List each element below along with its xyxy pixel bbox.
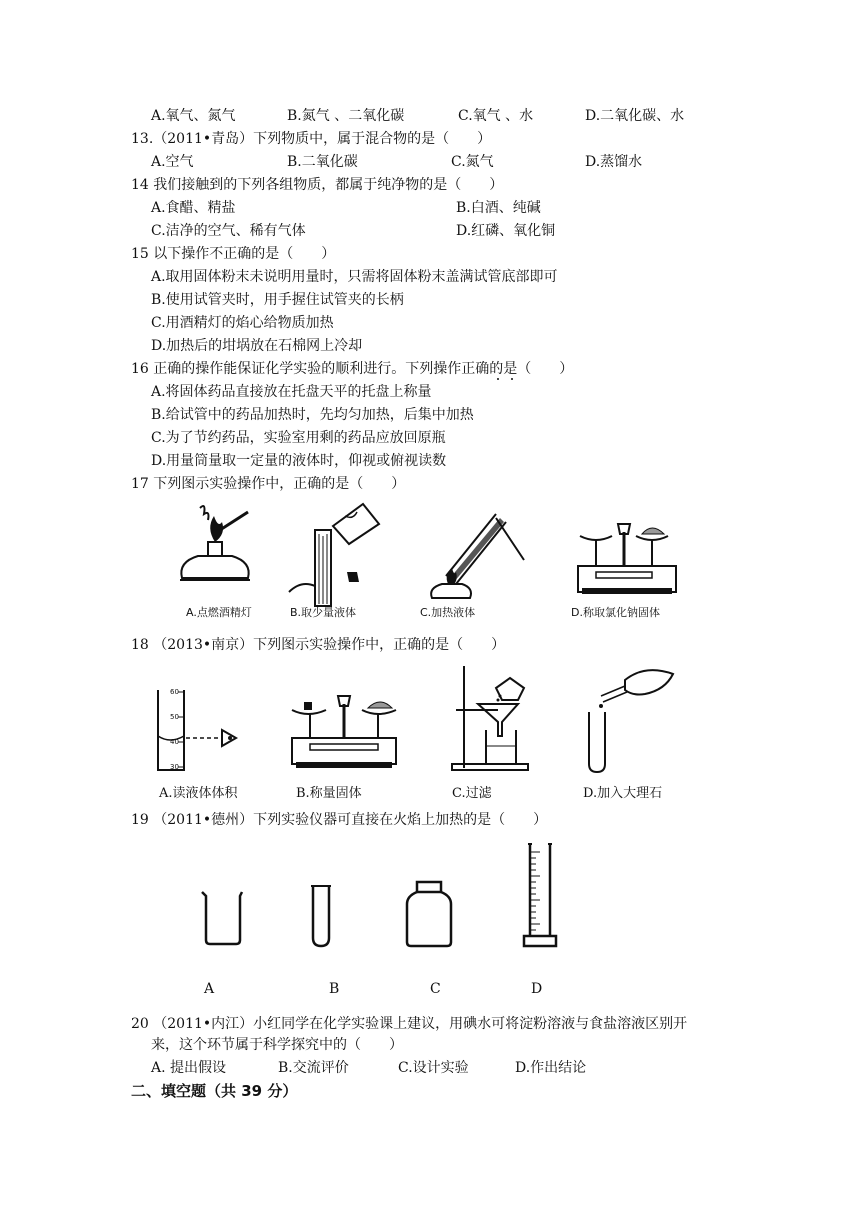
beaker-figure bbox=[200, 890, 244, 946]
q20-stem-line2: 来，这个环节属于科学探究中的（ ） bbox=[151, 1037, 403, 1053]
q20-stem-line1: 20 （2011•内江）小红同学在化学实验课上建议，用碘水可将淀粉溶液与食盐溶液区别开 bbox=[131, 1016, 688, 1032]
q17-caption-b: B.取少量液体 bbox=[290, 606, 357, 619]
measuring-cylinder-figure bbox=[522, 842, 558, 950]
scale-label-40: 40 bbox=[170, 738, 179, 746]
q19-label-a: A bbox=[204, 981, 215, 997]
q14-stem: 14 我们接触到的下列各组物质，都属于纯净物的是（ ） bbox=[131, 177, 504, 193]
q18-caption-d: D.加入大理石 bbox=[583, 786, 663, 801]
q20-option-b: B.交流评价 bbox=[278, 1060, 349, 1076]
q19-label-b: B bbox=[329, 981, 340, 997]
q16-option-b: B.给试管中的药品加热时，先均匀加热，后集中加热 bbox=[151, 407, 474, 423]
q16-option-a: A.将固体药品直接放在托盘天平的托盘上称量 bbox=[151, 384, 432, 400]
q20-option-a: A. 提出假设 bbox=[151, 1060, 227, 1076]
heating-test-tube-figure bbox=[420, 500, 530, 610]
q16-option-c: C.为了节约药品，实验室用剩的药品应放回原瓶 bbox=[151, 430, 446, 446]
q18-caption-b: B.称量固体 bbox=[296, 786, 362, 801]
emphasis-dot bbox=[497, 378, 499, 380]
q15-option-d: D.加热后的坩埚放在石棉网上冷却 bbox=[151, 338, 363, 354]
q12-option-a: A.氧气、氮气 bbox=[151, 108, 236, 124]
q14-option-d: D.红磷、氧化铜 bbox=[456, 223, 556, 239]
q12-option-c: C.氧气 、水 bbox=[458, 108, 534, 124]
q14-option-a: A.食醋、精盐 bbox=[151, 200, 236, 216]
q19-label-d: D bbox=[531, 981, 543, 997]
q17-caption-c: C.加热液体 bbox=[420, 606, 476, 619]
q13-option-d: D.蒸馏水 bbox=[585, 154, 643, 170]
pouring-liquid-figure bbox=[285, 500, 395, 610]
q16-option-d: D.用量筒量取一定量的液体时，仰视或俯视读数 bbox=[151, 453, 447, 469]
graduated-cylinder-reading-figure bbox=[150, 686, 250, 776]
section-heading: 二、填空题（共 39 分） bbox=[131, 1082, 298, 1100]
q15-option-b: B.使用试管夹时，用手握住试管夹的长柄 bbox=[151, 292, 404, 308]
scale-label-50: 50 bbox=[170, 713, 179, 721]
q13-stem: 13.（2011•青岛）下列物质中，属于混合物的是（ ） bbox=[131, 131, 492, 147]
q15-stem: 15 以下操作不正确的是（ ） bbox=[131, 246, 336, 262]
q13-option-b: B.二氧化碳 bbox=[287, 154, 358, 170]
q13-option-a: A.空气 bbox=[151, 154, 194, 170]
q19-label-c: C bbox=[430, 981, 441, 997]
q19-stem: 19 （2011•德州）下列实验仪器可直接在火焰上加热的是（ ） bbox=[131, 812, 548, 828]
q18-stem: 18 （2013•南京）下列图示实验操作中，正确的是（ ） bbox=[131, 637, 506, 653]
q18-caption-c: C.过滤 bbox=[452, 786, 492, 801]
q15-option-a: A.取用固体粉末未说明用量时，只需将固体粉末盖满试管底部即可 bbox=[151, 269, 558, 285]
q20-option-d: D.作出结论 bbox=[515, 1060, 587, 1076]
test-tube-figure bbox=[309, 884, 333, 948]
q17-caption-d: D.称取氯化钠固体 bbox=[571, 606, 660, 619]
q15-option-c: C.用酒精灯的焰心给物质加热 bbox=[151, 315, 334, 331]
scale-label-30: 30 bbox=[170, 763, 179, 771]
q12-option-d: D.二氧化碳、水 bbox=[585, 108, 685, 124]
q18-caption-a: A.读液体体积 bbox=[159, 786, 238, 801]
adding-marble-figure bbox=[585, 660, 685, 775]
q17-caption-a: A.点燃酒精灯 bbox=[186, 606, 252, 619]
balance-weighing-figure bbox=[284, 690, 404, 775]
q13-option-c: C.氮气 bbox=[451, 154, 494, 170]
balance-figure bbox=[572, 512, 682, 602]
q12-option-b: B.氮气 、二氧化碳 bbox=[287, 108, 405, 124]
alcohol-lamp-lighting-figure bbox=[170, 500, 270, 600]
q17-stem: 17 下列图示实验操作中，正确的是（ ） bbox=[131, 476, 406, 492]
scale-label-60: 60 bbox=[170, 688, 179, 696]
q14-option-b: B.白酒、纯碱 bbox=[456, 200, 541, 216]
q14-option-c: C.洁净的空气、稀有气体 bbox=[151, 223, 306, 239]
wide-mouth-bottle-figure bbox=[405, 880, 453, 948]
filtration-figure bbox=[450, 660, 540, 775]
q16-stem: 16 正确的操作能保证化学实验的顺利进行。下列操作正确的是（ ） bbox=[131, 361, 574, 377]
q20-option-c: C.设计实验 bbox=[398, 1060, 469, 1076]
emphasis-dot bbox=[511, 378, 513, 380]
